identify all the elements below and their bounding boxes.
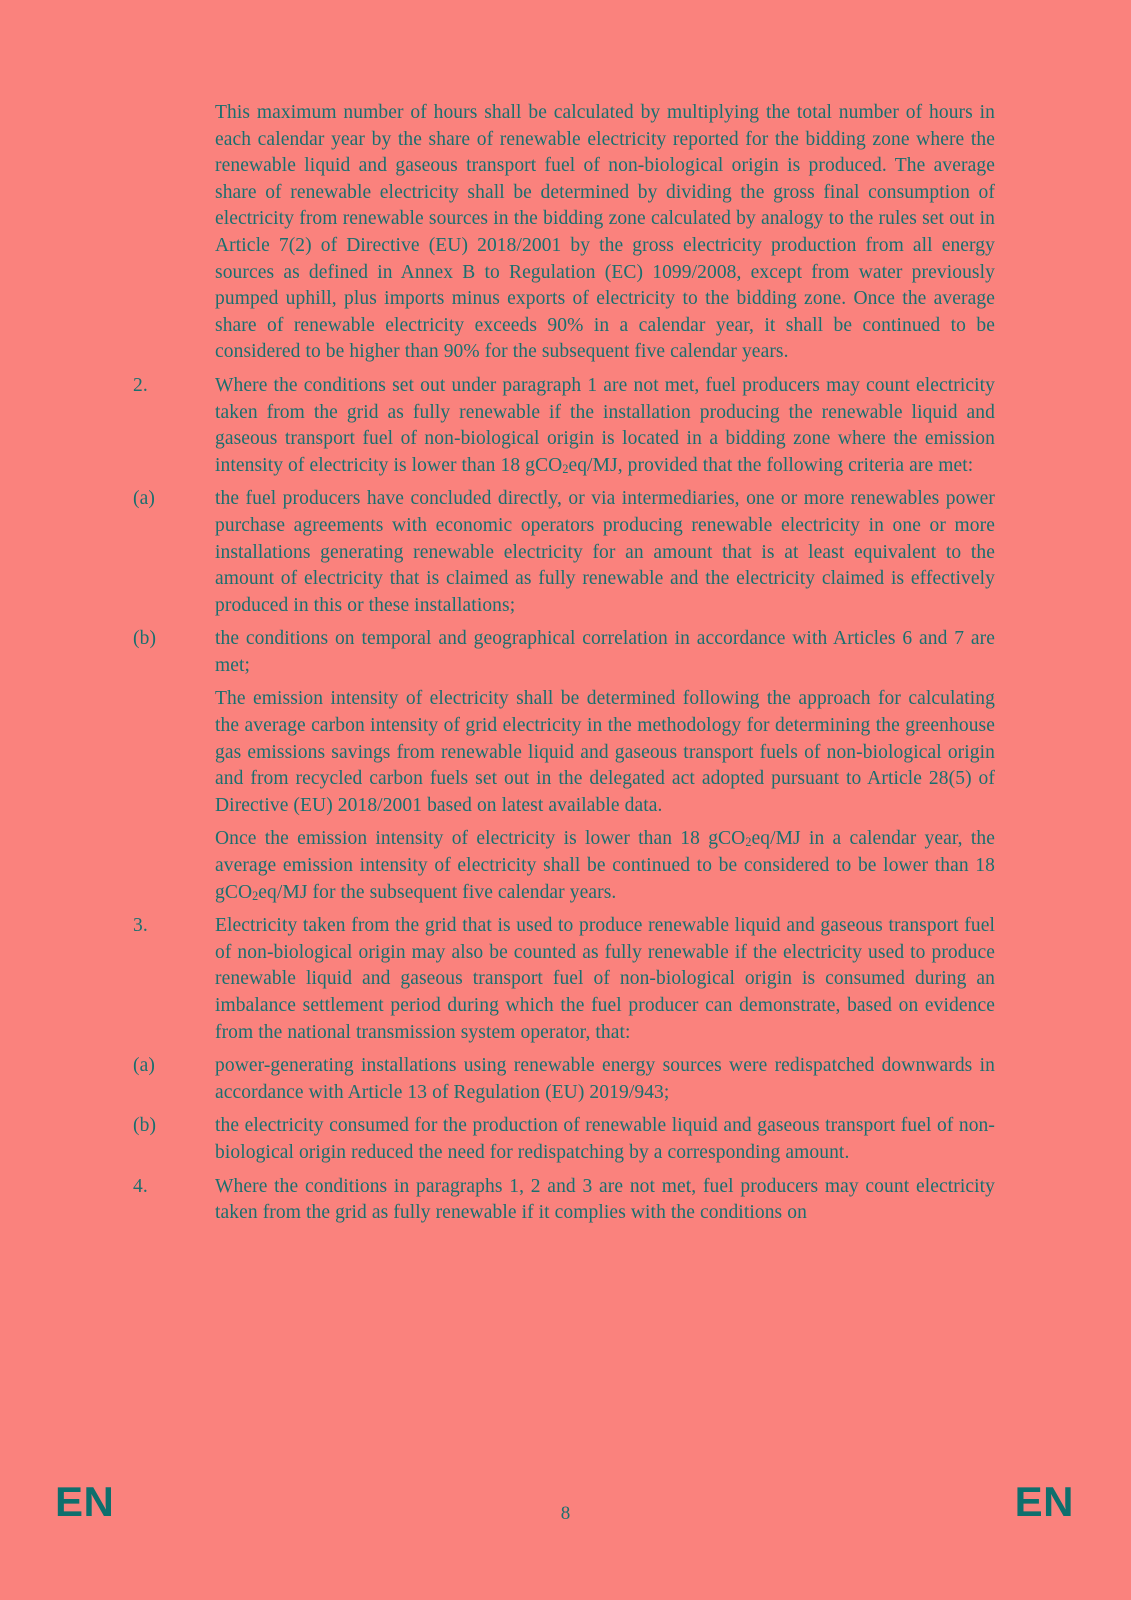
paragraph-text: This maximum number of hours shall be calculated by multiplying the total number of hours in each calendar year by the share of renewable electricity reported for the bidding zone where the renewable liquid and gaseous transport fuel of non-biological origin is produced. The average share of renewable electricity shall be determined by dividing the gross final consumption of electricity from renewable sources in the bidding zone calculated by analogy to the rules set out in Article 7(2) of Directive (EU) 2018/2001 by the gross electricity production from all energy sources as defined in Annex B to Regulation (EC) 1099/2008, except from water previously pumped uphill, plus imports minus exports of electricity to the bidding zone. Once the average share of renewable electricity exceeds 90% in a calendar year, it shall be continued to be considered to be higher than 90% for the subsequent five calendar years. xyxy=(215,102,995,363)
paragraph xyxy=(215,826,995,906)
paragraph xyxy=(133,913,995,1046)
paragraph-text: Where the conditions set out under paragraph 1 are not met, fuel producers may count electricity taken from the grid as fully renewable if the installation producing the renewable liquid and gaseous transport fuel of non-biological origin is located in a bidding zone where the emission intensity of electricity is lower than 18 gCO$_2$eq/MJ, provided that the following criteria are met: xyxy=(215,374,995,476)
paragraph xyxy=(215,100,995,366)
footer-language-code-left: EN xyxy=(55,1478,115,1525)
paragraph xyxy=(133,373,995,479)
paragraph xyxy=(133,1174,995,1227)
paragraph-text: the conditions on temporal and geographical correlation in accordance with Articles 6 and 7 are met; xyxy=(215,628,995,676)
paragraph-text: the fuel producers have concluded directly, or via intermediaries, one or more renewables power purchase agreements with economic operators producing renewable electricity in one or more installations generating renewable electricity for an amount that is at least equivalent to the amount of electricity that is claimed as fully renewable and the electricity claimed is effectively produced in this or these installations; xyxy=(215,488,995,616)
paragraph-text: the electricity consumed for the production of renewable liquid and gaseous transport fuel of non-biological origin reduced the need for redispatching by a corresponding amount. xyxy=(215,1115,995,1163)
paragraph-label: (a) xyxy=(133,1055,155,1077)
paragraph-label: 2. xyxy=(133,374,148,396)
paragraph-text: Once the emission intensity of electricity is lower than 18 gCO$_2$eq/MJ in a calendar year, the average emission intensity of electricity shall be continued to be considered to be lower than 18 gCO$_2$eq/MJ for the subsequent five calendar years. xyxy=(215,828,995,903)
paragraph xyxy=(133,1113,995,1166)
paragraph-label: (b) xyxy=(133,1115,157,1137)
paragraph-label: 4. xyxy=(133,1175,148,1197)
paragraph-label: (b) xyxy=(133,628,157,650)
footer-language-code-right: EN xyxy=(1014,1478,1074,1525)
paragraph-text: Where the conditions in paragraphs 1, 2 and 3 are not met, fuel producers may count electricity taken from the grid as fully renewable if it complies with the conditions on xyxy=(215,1175,995,1224)
paragraph-text: The emission intensity of electricity shall be determined following the approach for calculating the average carbon intensity of grid electricity in the methodology for determining the greenhouse gas emissions savings from renewable liquid and gaseous transport fuels of non-biological origin and from recycled carbon fuels set out in the delegated act adopted pursuant to Article 28(5) of Directive (EU) 2018/2001 based on latest available data. xyxy=(215,688,995,816)
document-body xyxy=(133,100,995,1234)
page-number: 8 xyxy=(560,1503,571,1524)
paragraph-text: Electricity taken from the grid that is used to produce renewable liquid and gaseous transport fuel of non-biological origin may also be counted as fully renewable if the electricity used to produce renewable liquid and gaseous transport fuel of non-biological origin is consumed during an imbalance settlement period during which the fuel producer can demonstrate, based on evidence from the national transmission system operator, that: xyxy=(215,915,995,1043)
paragraph-text: power-generating installations using renewable energy sources were redispatched downwards in accordance with Article 13 of Regulation (EU) 2019/943; xyxy=(215,1055,995,1103)
paragraph xyxy=(133,626,995,679)
paragraph xyxy=(133,1053,995,1106)
paragraph-label: 3. xyxy=(133,915,148,937)
paragraph xyxy=(215,686,995,819)
paragraph xyxy=(133,486,995,619)
paragraph-label: (a) xyxy=(133,488,155,510)
